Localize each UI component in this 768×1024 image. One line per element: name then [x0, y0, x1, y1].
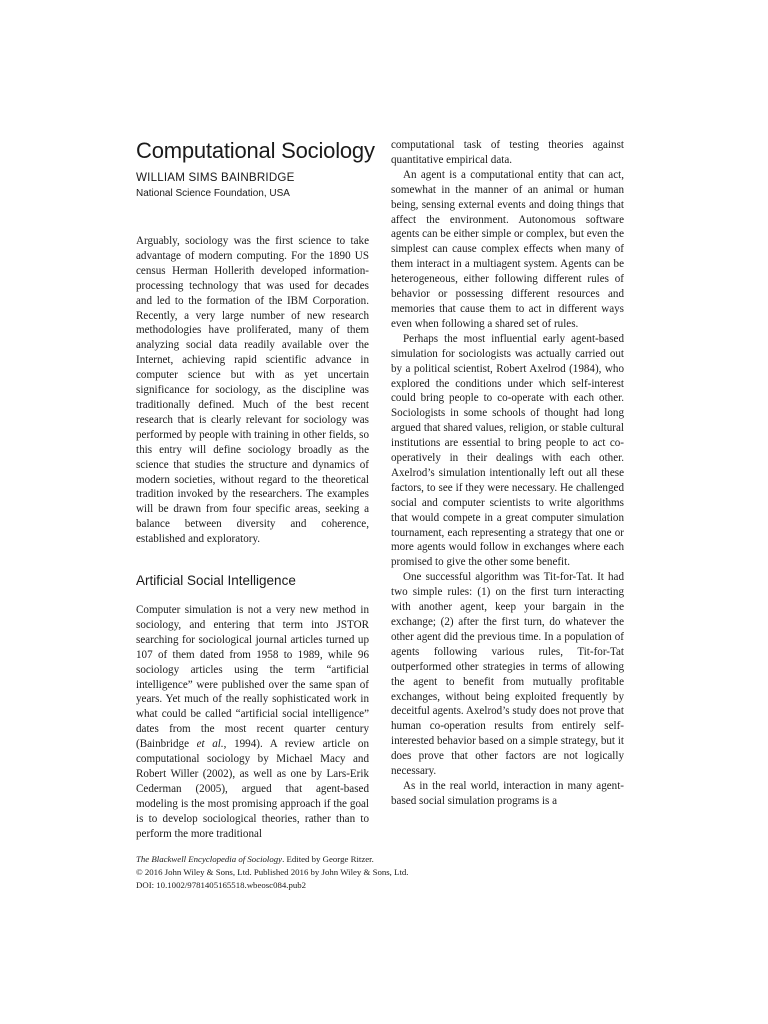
- intro-column: [136, 234, 369, 547]
- footer-book-title: The Blackwell Encyclopedia of Sociology: [136, 854, 283, 864]
- footer-copyright: © 2016 John Wiley & Sons, Ltd. Published 2016 by John Wiley & Sons, Ltd.: [136, 867, 409, 877]
- footer-citation: [136, 853, 496, 866]
- right-paragraph: One successful algorithm was Tit-for-Tat. It had two simple rules: (1) on the first turn interacting with another agent, keep your bargain in the exchange; (2) after the first turn, do whatever the other agent did the previous time. In a population of agents following various rules, Tit-for-Tat outperformed other strategies in terms of allowing the agent to benefit from mutually profitable exchanges, without being exploited frequently by deceitful agents. Axelrod’s study does not prove that human co-operation results from entirely self-interested behavior based on a simple strategy, but it does prove that other factors are not logically necessary.: [391, 571, 624, 778]
- intro-paragraph: Arguably, sociology was the first science to take advantage of modern computing. For the 1890 US census Herman Hollerith developed information-processing technology that was used for decades and led to the formation of the IBM Corporation. Recently, a very large number of new research methodologies have proliferated, many of them analyzing social data readily available over the Internet, achieving rapid scientific advance in computer science but with as yet uncertain significance for sociology, as the discipline was traditionally defined. Much of the best recent research that is clearly relevant for sociology was performed by people with training in other fields, so this entry will define sociology broadly as the science that studies the structure and dynamics of modern societies, without regard to the theoretical tradition invoked by the researchers. The examples will be drawn from four specific areas, seeking a balance between diversity and coherence, established and exploratory.: [136, 235, 369, 546]
- section-paragraph: [136, 603, 369, 842]
- right-paragraph: As in the real world, interaction in many agent-based social simulation programs is a: [391, 779, 624, 807]
- right-paragraph: computational task of testing theories against quantitative empirical data.: [391, 139, 624, 166]
- section-heading: Artificial Social Intelligence: [136, 573, 296, 588]
- page-footer: [136, 853, 496, 892]
- footer-doi: DOI: 10.1002/9781405165518.wbeosc084.pub2: [136, 880, 307, 890]
- section-paragraph-text-1: Computer simulation is not a very new method in sociology, and entering that term into JSTOR searching for sociological journal articles turned up 107 of them dated from 1958 to 1989, while 96 sociology articles using the term “artificial intelligence” were published over the same span of years. Yet much of the really sophisticated work in what could be called “artificial social intelligence” dates from the most recent quarter century (Bainbridge: [136, 604, 369, 751]
- right-paragraph: Perhaps the most influential early agent-based simulation for sociologists was actually carried out by a political scientist, Robert Axelrod (1984), who explored the conditions under which self-interest could bring people to co-operate with each other. Sociologists in some schools of thought had long argued that shared values, religion, or stable cultural institutions are essential to bring people to act co-operatively in their dealings with each other. Axelrod’s simulation intentionally left out all these factors, to see if they were necessary. He challenged social and computer scientists to write algorithms that would compete in a great computer simulation tournament, each representing a strategy that one or more agents would follow in exchanges where each promised to give the other some benefit.: [391, 332, 624, 569]
- right-column: [391, 138, 624, 809]
- footer-editor: . Edited by George Ritzer.: [282, 854, 374, 864]
- author-affiliation: National Science Foundation, USA: [136, 188, 290, 199]
- section-paragraph-text-2: , 1994). A review article on computational sociology by Michael Macy and Robert Willer (2002), as well as one by Lars-Erik Cederman (2005), argued that agent-based modeling is the most promising approach if the goal is to develop sociological theories, rather than to perform the more traditional: [136, 738, 370, 840]
- article-title: Computational Sociology: [136, 138, 375, 163]
- section-paragraph-italic: et al.: [196, 738, 224, 751]
- author-name: WILLIAM SIMS BAINBRIDGE: [136, 171, 295, 184]
- right-paragraph: An agent is a computational entity that can act, somewhat in the manner of an animal or human being, sensing external events and doing things that affect the environment. Autonomous software agents can be either simple or complex, but even the simplest can cause complex effects when many of them interact in a multiagent system. Agents can be heterogeneous, either following different rules of behavior or possessing different resources and memories that cause them to act in different ways even when following a shared set of rules.: [391, 168, 624, 330]
- section-column: [136, 603, 369, 842]
